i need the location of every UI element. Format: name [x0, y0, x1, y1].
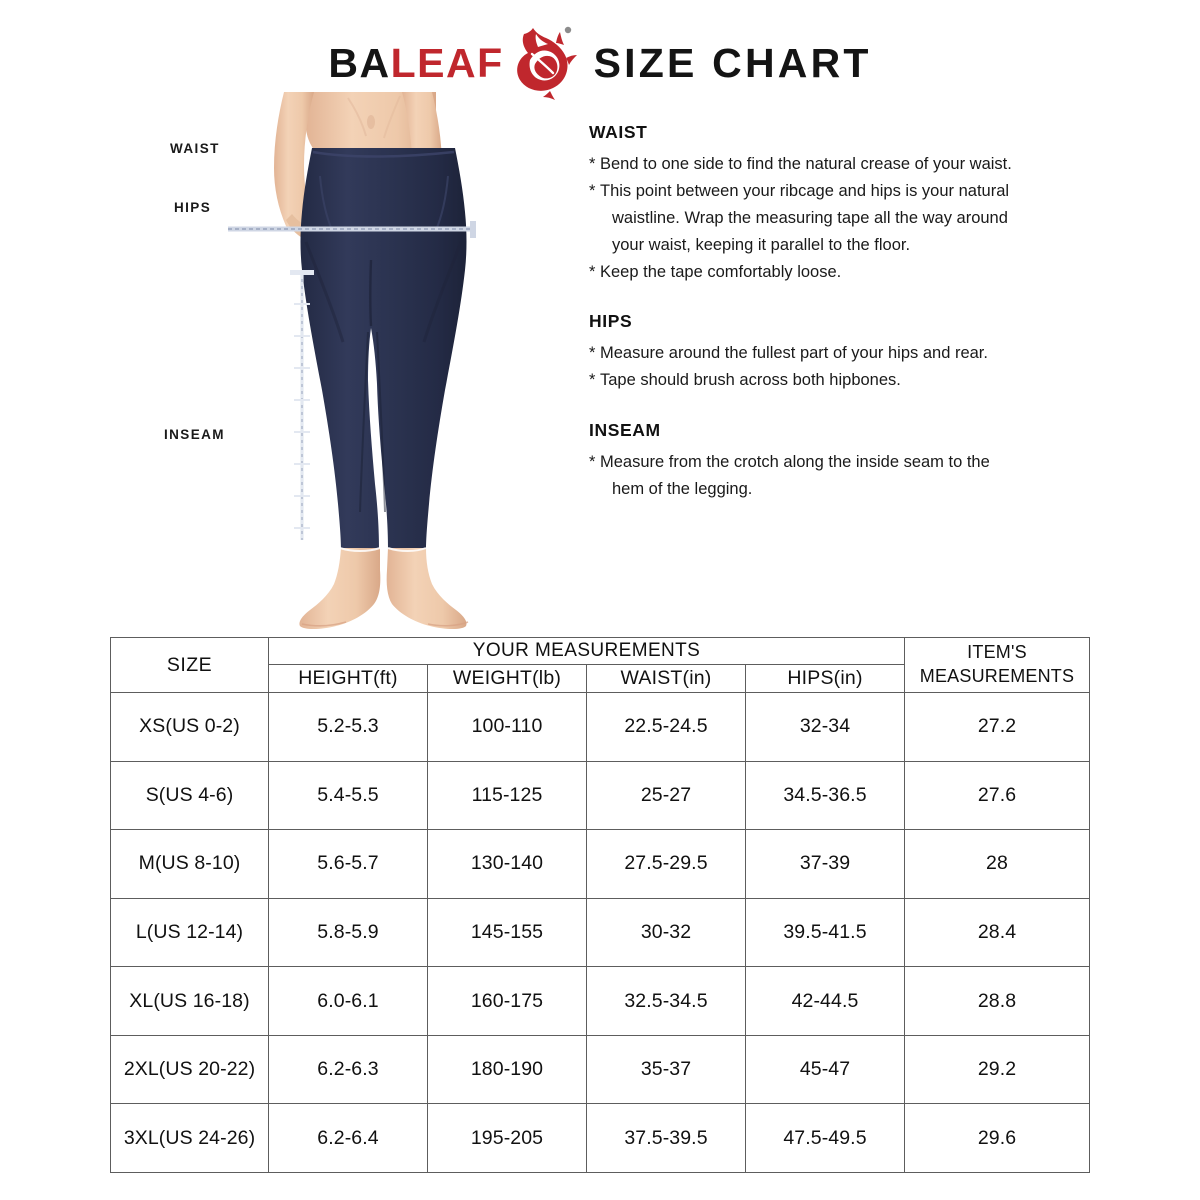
header-items-line2: MEASUREMENTS: [919, 666, 1075, 686]
figure-label-hips: HIPS: [174, 200, 212, 215]
brand-text-leaf: LEAF: [390, 39, 504, 86]
cell-size: 2XL(US 20-22): [111, 1035, 269, 1104]
bullet-icon: *: [589, 182, 596, 201]
instruction-bullet-line: [589, 368, 1109, 393]
brand-logotype: [328, 39, 504, 86]
cell-height: 6.2-6.3: [269, 1035, 428, 1104]
section-heading-inseam: INSEAM: [589, 419, 661, 440]
cell-hips: 47.5-49.5: [746, 1104, 905, 1173]
cell-weight: 145-155: [428, 898, 587, 967]
instruction-bullet-line: [589, 152, 1109, 177]
cell-height: 5.2-5.3: [269, 693, 428, 762]
cell-size: XL(US 16-18): [111, 967, 269, 1036]
table-row: [111, 830, 1090, 899]
bullet-icon: *: [589, 452, 596, 471]
cell-inseam: 28.8: [905, 967, 1090, 1036]
cell-hips: 37-39: [746, 830, 905, 899]
header-items-line1: ITEM'S: [967, 642, 1027, 663]
table-row: [111, 761, 1090, 830]
cell-hips: 45-47: [746, 1035, 905, 1104]
instruction-text: Measure around the fullest part of your hips and rear.: [600, 344, 988, 363]
instruction-text: Tape should brush across both hipbones.: [600, 371, 901, 390]
table-row: [111, 967, 1090, 1036]
instruction-text-continued: your waist, keeping it parallel to the floor.: [612, 236, 911, 255]
instruction-section-inseam: [589, 420, 1109, 502]
model-illustration: [228, 92, 518, 632]
table-header-row-group: [111, 638, 1090, 665]
cell-waist: 22.5-24.5: [587, 693, 746, 762]
cell-inseam: 27.2: [905, 693, 1090, 762]
header-your-measurements: YOUR MEASUREMENTS: [269, 638, 905, 665]
cell-weight: 160-175: [428, 967, 587, 1036]
cell-inseam: 29.2: [905, 1035, 1090, 1104]
instruction-text: Measure from the crotch along the inside seam to the: [600, 452, 990, 471]
table-row: [111, 1035, 1090, 1104]
instruction-bullet-line: [589, 179, 1109, 204]
cell-weight: 180-190: [428, 1035, 587, 1104]
table-body: [111, 693, 1090, 1173]
cell-height: 5.6-5.7: [269, 830, 428, 899]
cell-size: L(US 12-14): [111, 898, 269, 967]
section-heading-hips: HIPS: [589, 311, 633, 332]
size-chart-table-container: [110, 637, 1090, 1173]
cell-hips: 39.5-41.5: [746, 898, 905, 967]
instruction-text: Bend to one side to find the natural crease of your waist.: [600, 155, 1012, 173]
instruction-text: This point between your ribcage and hips is your natural: [600, 182, 1010, 201]
cell-inseam: 29.6: [905, 1104, 1090, 1173]
cell-waist: 25-27: [587, 761, 746, 830]
instruction-text-continued: waistline. Wrap the measuring tape all the way around: [612, 209, 1008, 228]
cell-weight: 115-125: [428, 761, 587, 830]
table-row: [111, 898, 1090, 967]
registered-mark-icon: [564, 27, 570, 33]
figure-label-inseam: INSEAM: [164, 427, 225, 442]
cell-weight: 100-110: [428, 693, 587, 762]
instruction-bullet-line: [589, 450, 1109, 475]
cell-waist: 30-32: [587, 898, 746, 967]
cell-waist: 37.5-39.5: [587, 1104, 746, 1173]
figure-label-waist: WAIST: [170, 141, 220, 156]
section-heading-waist: WAIST: [589, 122, 648, 142]
header-waist: WAIST(in): [587, 665, 746, 693]
cell-height: 6.0-6.1: [269, 967, 428, 1036]
cell-size: 3XL(US 24-26): [111, 1104, 269, 1173]
instruction-bullet-line: [589, 341, 1109, 366]
brand-text-ba: BA: [328, 39, 391, 86]
cell-weight: 130-140: [428, 830, 587, 899]
header-items-measurements: [905, 638, 1090, 693]
cell-height: 6.2-6.4: [269, 1104, 428, 1173]
cell-inseam: 28.4: [905, 898, 1090, 967]
header-weight: WEIGHT(lb): [428, 665, 587, 693]
cell-hips: 42-44.5: [746, 967, 905, 1036]
instruction-text: Keep the tape comfortably loose.: [600, 263, 842, 282]
flame-leaf-icon: [508, 26, 580, 100]
model-figure: [150, 92, 550, 632]
table-header: [111, 638, 1090, 693]
cell-size: S(US 4-6): [111, 761, 269, 830]
cell-inseam: 27.6: [905, 761, 1090, 830]
page-title: SIZE CHART: [593, 39, 872, 86]
cell-hips: 34.5-36.5: [746, 761, 905, 830]
table-row: [111, 693, 1090, 762]
bullet-icon: *: [589, 155, 596, 173]
instruction-text-continued: hem of the legging.: [612, 479, 753, 498]
bullet-icon: *: [589, 263, 596, 282]
cell-inseam: 28: [905, 830, 1090, 899]
cell-size: XS(US 0-2): [111, 693, 269, 762]
cell-hips: 32-34: [746, 693, 905, 762]
cell-size: M(US 8-10): [111, 830, 269, 899]
header-height: HEIGHT(ft): [269, 665, 428, 693]
cell-waist: 35-37: [587, 1035, 746, 1104]
measuring-instructions: [589, 122, 1109, 504]
cell-height: 5.4-5.5: [269, 761, 428, 830]
instruction-bullet-line: [589, 260, 1109, 285]
header-hips: HIPS(in): [746, 665, 905, 693]
instruction-section-hips: [589, 311, 1109, 393]
cell-weight: 195-205: [428, 1104, 587, 1173]
bullet-icon: *: [589, 371, 596, 390]
instruction-section-waist: [589, 122, 1109, 285]
cell-waist: 32.5-34.5: [587, 967, 746, 1036]
table-row: [111, 1104, 1090, 1173]
bullet-icon: *: [589, 344, 596, 363]
cell-height: 5.8-5.9: [269, 898, 428, 967]
cell-waist: 27.5-29.5: [587, 830, 746, 899]
size-chart-table: [110, 637, 1090, 1173]
header-size: SIZE: [111, 638, 269, 693]
